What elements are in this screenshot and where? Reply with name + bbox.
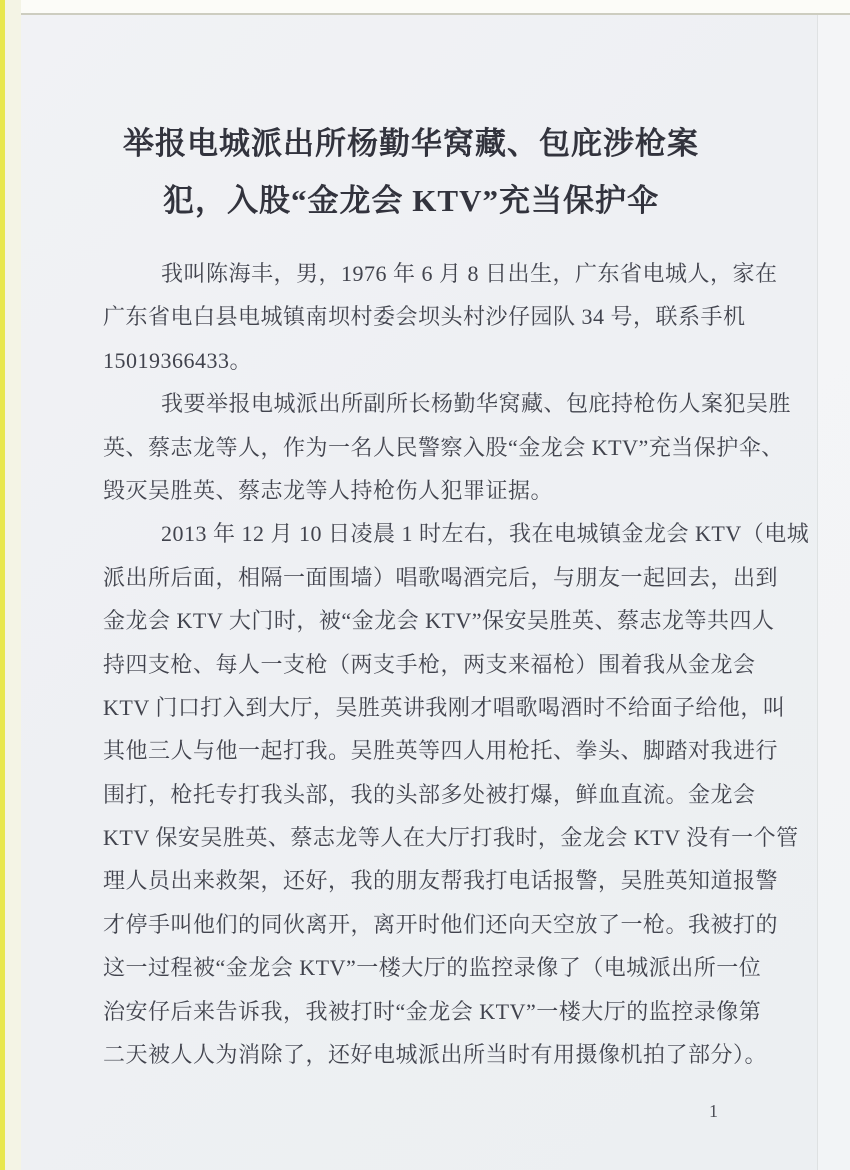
scanner-top-strip: [21, 0, 850, 13]
body-line: 才停手叫他们的同伙离开，离开时他们还向天空放了一枪。我被打的: [103, 911, 779, 937]
body-line: 英、蔡志龙等人，作为一名人民警察入股“金龙会 KTV”充当保护伞、: [103, 434, 784, 460]
page-edge-seam: [817, 15, 818, 1170]
body-line: KTV 保安吴胜英、蔡志龙等人在大厅打我时，金龙会 KTV 没有一个管: [103, 825, 799, 851]
body-line: 派出所后面，相隔一面围墙）唱歌喝酒完后，与朋友一起回去，出到: [103, 564, 779, 590]
document-page: [21, 13, 850, 1170]
title-line: 犯，入股“金龙会 KTV”充当保护伞: [163, 183, 659, 218]
body-line: 二天被人人为消除了，还好电城派出所当时有用摄像机拍了部分）。: [103, 1042, 768, 1068]
body-line: 我叫陈海丰，男，1976 年 6 月 8 日出生，广东省电城人，家在: [161, 261, 778, 286]
body-line: 我要举报电城派出所副所长杨勤华窝藏、包庇持枪伤人案犯吴胜: [161, 391, 792, 417]
body-line: 15019366433。: [103, 347, 253, 373]
paragraph: [103, 512, 810, 1076]
body-line: 2013 年 12 月 10 日凌晨 1 时左右，我在电城镇金龙会 KTV（电城: [161, 521, 810, 547]
body-line: 广东省电白县电城镇南坝村委会坝头村沙仔园队 34 号，联系手机: [103, 304, 746, 330]
body-line: 理人员出来救架，还好，我的朋友帮我打电话报警，吴胜英知道报警: [103, 868, 779, 894]
title-line: 举报电城派出所杨勤华窝藏、包庇涉枪案: [123, 126, 699, 161]
body-line: 围打，枪托专打我头部，我的头部多处被打爆，鲜血直流。金龙会: [103, 781, 756, 807]
document-title: [81, 115, 741, 229]
body-line: 金龙会 KTV 大门时，被“金龙会 KTV”保安吴胜英、蔡志龙等共四人: [103, 608, 775, 634]
paragraph: [103, 382, 792, 512]
body-line: 这一过程被“金龙会 KTV”一楼大厅的监控录像了（电城派出所一位: [103, 955, 762, 981]
body-line: 其他三人与他一起打我。吴胜英等四人用枪托、拳头、脚踏对我进行: [103, 738, 779, 764]
page-number: 1: [709, 1101, 718, 1121]
scanner-gutter-strip: [5, 0, 21, 1170]
paragraph: [103, 252, 778, 382]
body-line: KTV 门口打入到大厅，吴胜英讲我刚才唱歌喝酒时不给面子给他，叫: [103, 694, 786, 720]
body-line: 持四支枪、每人一支枪（两支手枪，两支来福枪）围着我从金龙会: [103, 651, 756, 677]
body-line: 治安仔后来告诉我，我被打时“金龙会 KTV”一楼大厅的监控录像第: [103, 998, 762, 1024]
page-right-edge-light: [818, 15, 850, 1170]
body-line: 毁灭吴胜英、蔡志龙等人持枪伤人犯罪证据。: [103, 477, 554, 503]
document-body: [103, 252, 810, 1076]
